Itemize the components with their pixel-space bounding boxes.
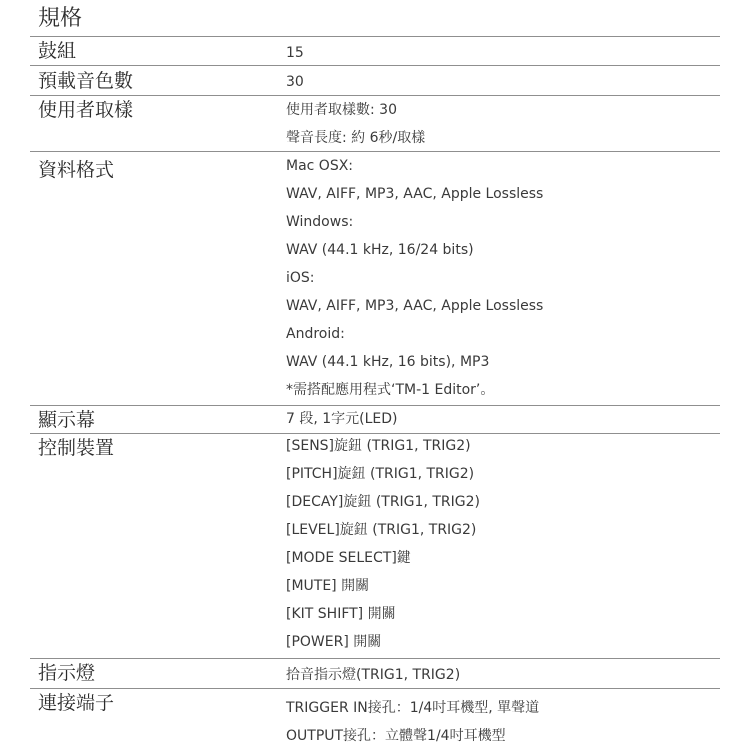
spec-value: Windows:: [286, 214, 354, 230]
spec-label-indicators: 指示燈: [38, 662, 96, 684]
spec-value: iOS:: [286, 270, 315, 286]
divider: [30, 658, 720, 659]
spec-label-controls: 控制裝置: [38, 437, 115, 459]
spec-value: [MODE SELECT]鍵: [286, 550, 411, 566]
spec-value: [LEVEL]旋鈕 (TRIG1, TRIG2): [286, 522, 477, 538]
divider: [30, 433, 720, 434]
spec-value: [PITCH]旋鈕 (TRIG1, TRIG2): [286, 466, 475, 482]
divider: [30, 151, 720, 152]
divider: [30, 65, 720, 66]
spec-value: WAV, AIFF, MP3, AAC, Apple Lossless: [286, 186, 544, 202]
spec-value: Android:: [286, 326, 345, 342]
spec-value: WAV, AIFF, MP3, AAC, Apple Lossless: [286, 298, 544, 314]
spec-label-data-format: 資料格式: [38, 159, 115, 181]
spec-label-display: 顯示幕: [38, 409, 96, 431]
spec-value: TRIGGER IN接孔：1/4吋耳機型, 單聲道: [286, 700, 540, 716]
spec-value: [POWER] 開關: [286, 634, 382, 650]
spec-value: Mac OSX:: [286, 158, 354, 174]
divider: [30, 36, 720, 37]
spec-value: WAV (44.1 kHz, 16/24 bits): [286, 242, 474, 258]
spec-value: 30: [286, 74, 304, 90]
spec-value: WAV (44.1 kHz, 16 bits), MP3: [286, 354, 490, 370]
spec-value: [MUTE] 開關: [286, 578, 370, 594]
spec-label-connectors: 連接端子: [38, 692, 115, 714]
spec-value: 15: [286, 45, 304, 61]
spec-value: *需搭配應用程式‘TM-1 Editor’。: [286, 382, 495, 398]
page-title: 規格: [38, 6, 83, 31]
spec-value: [SENS]旋鈕 (TRIG1, TRIG2): [286, 438, 471, 454]
divider: [30, 95, 720, 96]
spec-value: [DECAY]旋鈕 (TRIG1, TRIG2): [286, 494, 480, 510]
spec-value: 使用者取樣數: 30: [286, 102, 397, 118]
spec-label-drum-kits: 鼓組: [38, 40, 77, 62]
spec-value: 拾音指示燈(TRIG1, TRIG2): [286, 667, 461, 683]
spec-value: [KIT SHIFT] 開關: [286, 606, 396, 622]
spec-value: 7 段, 1字元(LED): [286, 411, 398, 427]
divider: [30, 405, 720, 406]
spec-label-user-samples: 使用者取樣: [38, 99, 134, 121]
spec-label-preset-sounds: 預載音色數: [38, 70, 134, 92]
spec-value: OUTPUT接孔：立體聲1/4吋耳機型: [286, 728, 506, 744]
divider: [30, 688, 720, 689]
spec-value: 聲音長度: 約 6秒/取樣: [286, 130, 426, 146]
